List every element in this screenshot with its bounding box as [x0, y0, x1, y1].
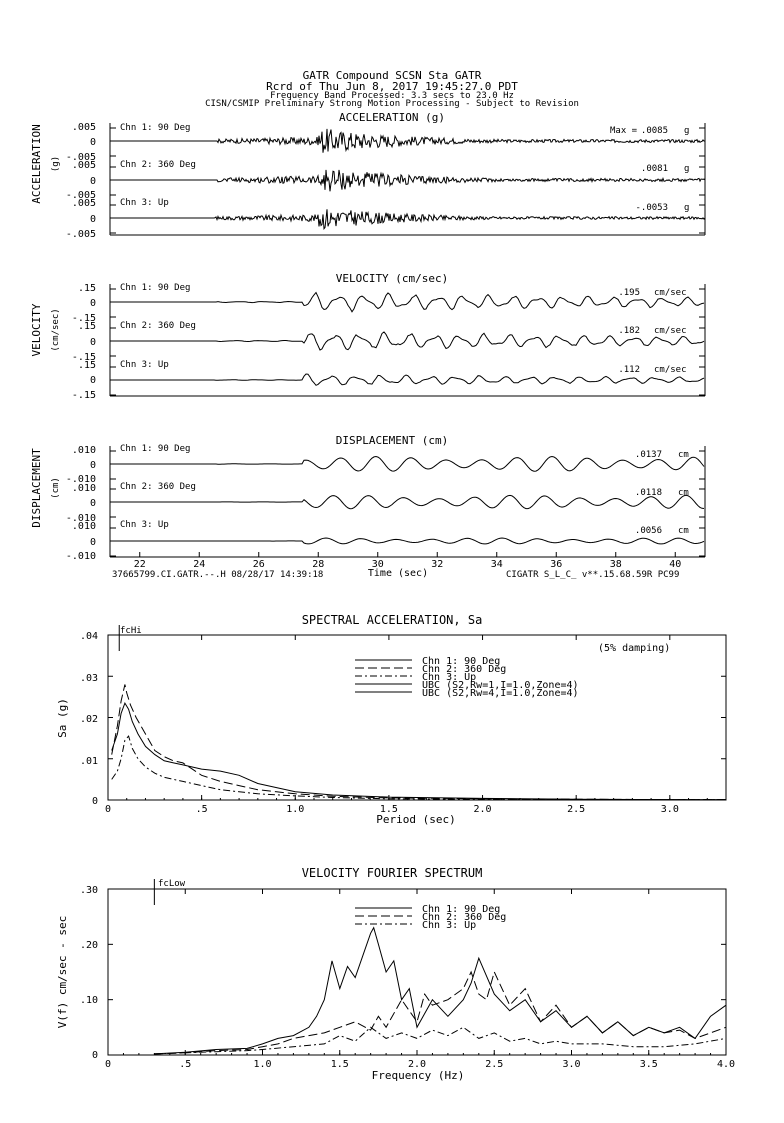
dis-ch2-trace — [110, 495, 704, 508]
dis-ch3-tick-bottom: -.010 — [65, 551, 96, 562]
header-line1: GATR Compound SCSN Sta GATR — [302, 69, 482, 82]
fs-ylabel: V(f) cm/sec - sec — [56, 915, 69, 1029]
acc-ch2-max: .0081 — [640, 164, 668, 174]
fs-legend-2: Chn 2: 360 Deg — [422, 912, 507, 923]
vel-ch1-tick-zero: 0 — [89, 298, 96, 309]
footer-right: CIGATR S_L_C_ v**.15.68.59R PC99 — [506, 570, 680, 580]
header-line3: Frequency Band Processed: 3.3 secs to 23.0 Hz — [270, 91, 514, 101]
dis-ch1-max: .0137 — [634, 450, 662, 460]
sa-xtick-label: 1.5 — [379, 804, 398, 815]
fs-xtick-label: 4.0 — [716, 1059, 736, 1070]
fs-xlabel: Frequency (Hz) — [371, 1069, 465, 1082]
dis-ch3-trace — [110, 538, 704, 544]
vel-ch2-unit: cm/sec — [654, 326, 687, 336]
fs-xtick-label: 3.0 — [562, 1059, 581, 1070]
sa-xtick-label: 2.0 — [473, 804, 492, 815]
fs-ytick-4: 0 — [91, 1050, 98, 1061]
sa-legend-4: UBC (S2,Rw=1,I=1.0,Zone=4) — [422, 680, 579, 691]
sa-xlabel: Period (sec) — [376, 813, 456, 826]
acc-ch2-name: Chn 2: 360 Deg — [120, 160, 196, 170]
time-tick-label: 36 — [550, 559, 563, 570]
acc-ch3-unit: g — [684, 203, 690, 213]
fs-xtick-label: 2.5 — [485, 1059, 504, 1070]
fs-ytick-3: .10 — [79, 995, 98, 1006]
dis-ch1-tick-zero: 0 — [89, 460, 96, 471]
dis-ch2-tick-bottom: -.010 — [65, 513, 96, 524]
vel-ch3-name: Chn 3: Up — [120, 360, 169, 370]
fs-marker-label: fcLow — [158, 879, 186, 889]
acc-ch1-tick-top: .005 — [71, 122, 96, 133]
time-tick-label: 24 — [193, 559, 206, 570]
fs-xtick-label: 2.0 — [407, 1059, 427, 1070]
dis-ch2-unit: cm — [678, 488, 689, 498]
velocity-ylabel: VELOCITY — [30, 303, 43, 357]
displacement-unit: (cm) — [51, 477, 61, 499]
vel-ch2-name: Chn 2: 360 Deg — [120, 321, 196, 331]
dis-ch2-name: Chn 2: 360 Deg — [120, 482, 196, 492]
acc-ch3-tick-zero: 0 — [89, 214, 96, 225]
sa-ytick-5: 0 — [91, 796, 98, 807]
fs-xtick-label: 1.5 — [330, 1059, 349, 1070]
acc-ch1-max: .0085 — [640, 126, 668, 136]
sa-ylabel: Sa (g) — [56, 698, 69, 738]
velocity-title: VELOCITY (cm/sec) — [335, 272, 449, 285]
vel-ch1-trace — [110, 293, 704, 312]
acc-ch1-name: Chn 1: 90 Deg — [120, 123, 191, 133]
fs-series-2-line — [154, 972, 726, 1054]
fs-legend-1: Chn 1: 90 Deg — [422, 904, 501, 915]
vel-ch2-tick-top: .15 — [77, 321, 96, 332]
time-axis-label: Time (sec) — [367, 568, 429, 579]
sa-series-2-line — [112, 685, 726, 800]
sa-xtick-label: 2.5 — [567, 804, 586, 815]
dis-ch3-max: .0056 — [634, 526, 662, 536]
acc-ch3-name: Chn 3: Up — [120, 198, 169, 208]
dis-ch2-tick-zero: 0 — [89, 498, 96, 509]
vel-ch2-max: .182 — [618, 326, 640, 336]
sa-legend-2: Chn 2: 360 Deg — [422, 664, 507, 675]
dis-ch2-tick-top: .010 — [71, 483, 96, 494]
velocity-unit: (cm/sec) — [51, 308, 61, 352]
fs-series-1-line — [154, 928, 726, 1054]
acceleration-title: ACCELERATION (g) — [339, 111, 445, 124]
dis-ch1-tick-bottom: -.010 — [65, 474, 96, 485]
fs-ytick-1: .30 — [79, 885, 98, 896]
time-tick-label: 40 — [669, 559, 682, 570]
time-tick-label: 32 — [431, 559, 444, 570]
sa-title: SPECTRAL ACCELERATION, Sa — [301, 613, 483, 627]
footer-left: 37665799.CI.GATR.--.H 08/28/17 14:39:18 — [112, 570, 324, 580]
vel-ch3-tick-bottom: -.15 — [71, 390, 96, 401]
fs-xtick-label: .5 — [179, 1059, 192, 1070]
acc-ch1-tick-zero: 0 — [89, 137, 96, 148]
sa-ytick-1: .04 — [79, 631, 98, 642]
sa-damping-note: (5% damping) — [598, 643, 671, 654]
fs-plot-frame — [108, 889, 726, 1055]
sa-marker-label: fcHi — [120, 626, 142, 636]
vel-ch2-tick-bottom: -.15 — [71, 352, 96, 363]
acc-ch2-tick-zero: 0 — [89, 176, 96, 187]
dis-ch1-tick-top: .010 — [71, 445, 96, 456]
acc-ch2-tick-top: .005 — [71, 160, 96, 171]
vel-ch1-unit: cm/sec — [654, 288, 687, 298]
sa-xtick-label: 3.0 — [660, 804, 679, 815]
acc-ch2-unit: g — [684, 164, 690, 174]
sa-xtick-label: .5 — [195, 804, 208, 815]
vel-ch1-max: .195 — [618, 288, 640, 298]
sa-series-1-line — [112, 703, 726, 800]
fs-xtick-label: 1.0 — [253, 1059, 272, 1070]
vel-ch1-name: Chn 1: 90 Deg — [120, 283, 191, 293]
sa-ytick-2: .03 — [79, 673, 98, 684]
dis-ch2-max: .0118 — [634, 488, 662, 498]
vel-ch1-tick-bottom: -.15 — [71, 313, 96, 324]
dis-ch1-name: Chn 1: 90 Deg — [120, 444, 191, 454]
vel-ch1-tick-top: .15 — [77, 283, 96, 294]
header-line2: Rcrd of Thu Jun 8, 2017 19:45:27.0 PDT — [266, 80, 518, 93]
dis-ch1-unit: cm — [678, 450, 689, 460]
dis-ch3-tick-zero: 0 — [89, 537, 96, 548]
plot-marks — [105, 123, 735, 1070]
fs-xtick-label: 3.5 — [639, 1059, 658, 1070]
dis-ch1-trace — [110, 457, 704, 472]
displacement-ylabel: DISPLACEMENT — [30, 448, 43, 528]
acc-ch3-tick-bottom: -.005 — [65, 229, 96, 240]
time-tick-label: 28 — [312, 559, 325, 570]
fs-ytick-2: .20 — [79, 940, 98, 951]
time-tick-label: 26 — [252, 559, 265, 570]
vel-ch3-unit: cm/sec — [654, 365, 687, 375]
sa-xtick-label: 0 — [104, 804, 112, 815]
sa-series-3-line — [112, 736, 726, 800]
acc-ch2-trace — [110, 170, 705, 191]
sa-legend-5: UBC (S2,Rw=4,I=1.0,Zone=4) — [422, 688, 579, 699]
time-tick-label: 38 — [609, 559, 622, 570]
time-tick-label: 22 — [133, 559, 146, 570]
time-tick-label: 30 — [371, 559, 384, 570]
dis-ch3-tick-top: .010 — [71, 521, 96, 532]
sa-ytick-4: .01 — [79, 756, 98, 767]
fs-xtick-label: 0 — [104, 1059, 112, 1070]
acc-ch3-max: -.0053 — [635, 203, 668, 213]
acc-max-prefix: Max = — [610, 126, 638, 136]
time-tick-label: 34 — [490, 559, 503, 570]
acceleration-ylabel: ACCELERATION — [30, 124, 43, 204]
displacement-title: DISPLACEMENT (cm) — [335, 434, 449, 447]
header-line4: CISN/CSMIP Preliminary Strong Motion Processing - Subject to Revision — [205, 99, 579, 109]
acceleration-unit: (g) — [51, 155, 61, 173]
acc-ch1-tick-bottom: -.005 — [65, 152, 96, 163]
acc-ch1-unit: g — [684, 126, 690, 136]
vel-ch2-trace — [110, 332, 704, 350]
acc-ch3-tick-top: .005 — [71, 198, 96, 209]
vel-ch3-tick-zero: 0 — [89, 375, 96, 386]
acc-ch3-trace — [110, 209, 705, 228]
acc-ch2-tick-bottom: -.005 — [65, 190, 96, 201]
vel-ch3-max: .112 — [618, 365, 640, 375]
vel-ch3-trace — [110, 374, 704, 385]
vel-ch3-tick-top: .15 — [77, 360, 96, 371]
vel-ch2-tick-zero: 0 — [89, 337, 96, 348]
sa-ytick-3: .02 — [79, 714, 98, 725]
sa-xtick-label: 1.0 — [286, 804, 305, 815]
fs-legend-3: Chn 3: Up — [422, 920, 477, 931]
dis-ch3-unit: cm — [678, 526, 689, 536]
dis-ch3-name: Chn 3: Up — [120, 520, 169, 530]
fs-title: VELOCITY FOURIER SPECTRUM — [301, 866, 483, 880]
sa-legend-1: Chn 1: 90 Deg — [422, 656, 501, 667]
sa-legend-3: Chn 3: Up — [422, 672, 477, 683]
